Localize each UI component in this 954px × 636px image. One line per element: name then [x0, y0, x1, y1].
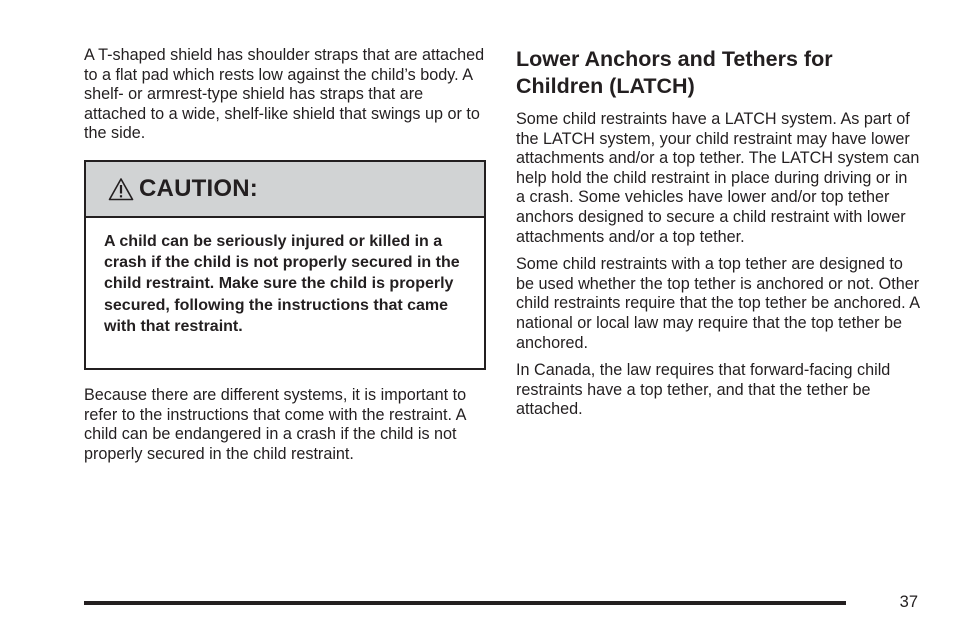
left-column — [84, 46, 488, 463]
top-tether-paragraph: Some child restraints with a top tether are designed to be used whether the top tether is anchored or not. Other child restraints require that the top tether be anchored. A national or local law may require that the top tether be anchored. — [516, 255, 920, 352]
caution-box — [84, 160, 486, 370]
caution-body — [86, 218, 484, 337]
caution-title: CAUTION: — [139, 175, 258, 202]
t-shield-paragraph: A T-shaped shield has shoulder straps that are attached to a flat pad which rests low against the child’s body. A shelf- or armrest-type shield has straps that are attached to a wide, shelf-like shield that swings up or to the side. — [84, 46, 485, 143]
page-number: 37 — [899, 593, 918, 611]
warning-triangle-icon — [108, 177, 134, 201]
systems-paragraph: Because there are different systems, it is important to refer to the instructions that come with the restraint. A child can be endangered in a crash if the child is not properly secured in the child restraint. — [84, 386, 467, 463]
latch-intro-paragraph: Some child restraints have a LATCH system. As part of the LATCH system, your child restraint may have lower attachments and/or a top tether. The LATCH system can help hold the child restraint in place during driving or in a crash. Some vehicles have lower and/or top tether anchors designed to secure a child restraint with lower attachments and/or a top tether. — [516, 110, 920, 246]
footer-rule — [84, 601, 846, 605]
caution-text: A child can be seriously injured or killed in a crash if the child is not properly secured in the child restraint. Make sure the child is properly secured, following the instructions that came with that restraint. — [104, 233, 460, 335]
right-column — [516, 46, 920, 428]
caution-header — [86, 162, 484, 218]
latch-heading: Lower Anchors and Tethers for Children (LATCH) — [516, 47, 833, 98]
canada-paragraph: In Canada, the law requires that forward-facing child restraints have a top tether, and that the tether be attached. — [516, 361, 891, 419]
